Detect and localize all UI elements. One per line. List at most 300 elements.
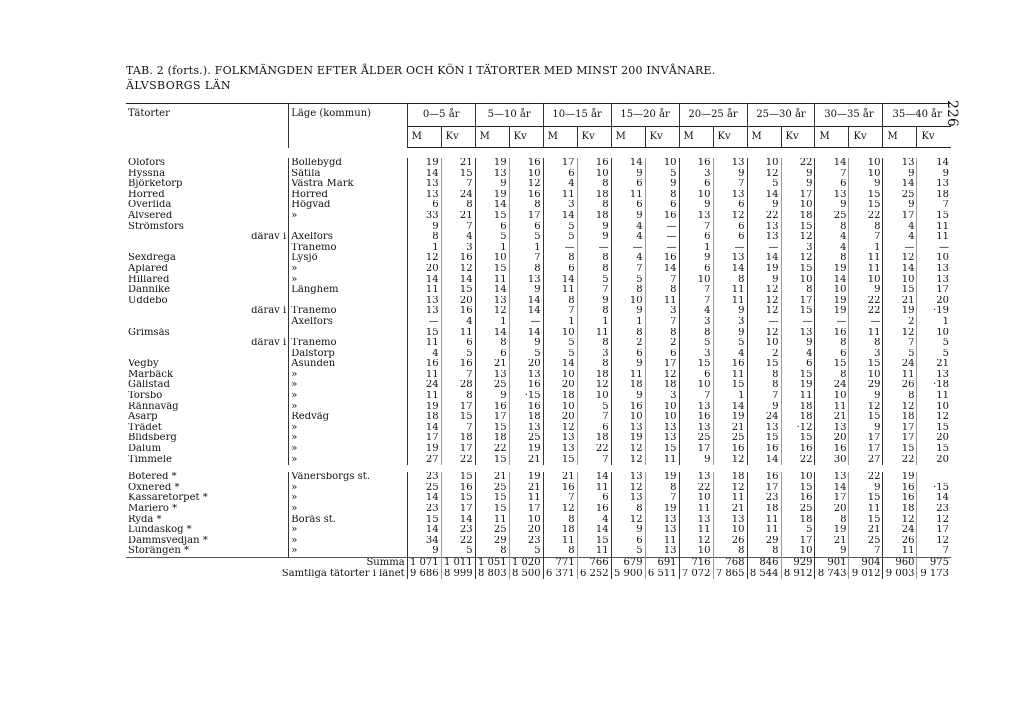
value-male: 21	[475, 359, 509, 370]
value-male: 10	[883, 275, 917, 286]
value-female: 11	[713, 370, 747, 381]
value-female: 5	[577, 402, 611, 413]
value-female: 8	[849, 222, 883, 233]
sum-value: 904	[849, 557, 883, 568]
value-female: 19	[713, 412, 747, 423]
value-male: 27	[407, 455, 441, 466]
value-female: 21	[509, 455, 543, 466]
value-female: 22	[441, 536, 475, 547]
value-male: 8	[475, 546, 509, 557]
value-male: 9	[611, 359, 645, 370]
value-male: 6	[611, 200, 645, 211]
value-male: 16	[747, 444, 781, 455]
location: »	[289, 402, 407, 413]
table-row	[126, 525, 951, 536]
value-female: 10	[781, 472, 815, 483]
value-male: 6	[815, 349, 849, 360]
value-female: 12	[781, 232, 815, 243]
value-female: 6	[509, 222, 543, 233]
table-row	[126, 455, 951, 466]
value-female: 5	[917, 349, 951, 360]
value-male: 4	[611, 253, 645, 264]
total-value: 6 371	[543, 569, 577, 580]
value-male: 8	[815, 515, 849, 526]
header-female: Kv	[917, 127, 951, 148]
value-female: 8	[509, 200, 543, 211]
total-value: 9 012	[849, 569, 883, 580]
value-female: 21	[441, 158, 475, 169]
total-value: 8 500	[509, 569, 543, 580]
value-male: 10	[679, 493, 713, 504]
value-male: 6	[611, 536, 645, 547]
value-male: 12	[747, 306, 781, 317]
place-name: Hyssna	[128, 168, 166, 179]
value-female: ·19	[917, 306, 951, 317]
value-male: 10	[815, 391, 849, 402]
value-male: 7	[679, 391, 713, 402]
place-name: Aplared	[128, 263, 168, 274]
value-male: 16	[815, 328, 849, 339]
value-male: 9	[475, 179, 509, 190]
header-age-5-10: 5—10 år	[475, 104, 543, 127]
value-female	[917, 472, 951, 483]
value-male: 17	[747, 483, 781, 494]
value-male: 14	[475, 328, 509, 339]
total-value: 8 544	[747, 569, 781, 580]
value-female: 10	[849, 370, 883, 381]
value-female: 14	[441, 515, 475, 526]
value-female: 15	[849, 412, 883, 423]
value-male: 10	[543, 402, 577, 413]
value-female: 12	[917, 412, 951, 423]
value-female: 14	[713, 402, 747, 413]
value-female: 13	[917, 275, 951, 286]
value-male: 29	[475, 536, 509, 547]
value-female: 9	[849, 179, 883, 190]
spacer-row	[126, 148, 951, 159]
place-name: Strömsfors	[128, 221, 184, 232]
value-female: 9	[577, 232, 611, 243]
value-female: 10	[713, 525, 747, 536]
value-male: 19	[475, 158, 509, 169]
table-row	[126, 444, 951, 455]
place-name: därav i	[251, 232, 287, 243]
value-female: 12	[917, 536, 951, 547]
value-female: 12	[781, 253, 815, 264]
value-female: 18	[781, 412, 815, 423]
value-male: 18	[883, 504, 917, 515]
value-female: 10	[849, 169, 883, 180]
table-row	[126, 296, 951, 307]
header-male: M	[747, 127, 781, 148]
value-male: 12	[747, 169, 781, 180]
place-name: Öxnered *	[128, 482, 180, 493]
value-female: 23	[917, 504, 951, 515]
value-female: 18	[577, 370, 611, 381]
value-male: 14	[407, 423, 441, 434]
value-male: 11	[407, 391, 441, 402]
value-female: 9	[781, 338, 815, 349]
value-female: ·18	[917, 380, 951, 391]
value-male: 12	[747, 328, 781, 339]
value-male: 22	[747, 211, 781, 222]
value-male: 9	[407, 546, 441, 557]
header-female: Kv	[713, 127, 747, 148]
value-male: 12	[611, 444, 645, 455]
value-female: 17	[441, 504, 475, 515]
value-female: 7	[849, 232, 883, 243]
value-female: 17	[849, 444, 883, 455]
value-female: 20	[509, 525, 543, 536]
value-male: 9	[679, 200, 713, 211]
value-male: 13	[543, 433, 577, 444]
value-male: 11	[407, 285, 441, 296]
value-male: 13	[679, 423, 713, 434]
value-male: 8	[883, 391, 917, 402]
value-male: 19	[815, 264, 849, 275]
total-value: 5 900	[611, 569, 645, 580]
value-female: 18	[441, 433, 475, 444]
value-male: 12	[883, 328, 917, 339]
value-male: 20	[543, 412, 577, 423]
table-row	[126, 483, 951, 494]
total-value: 9 686	[407, 569, 441, 580]
value-female: 27	[849, 455, 883, 466]
value-female: 11	[577, 483, 611, 494]
value-male: 5	[611, 275, 645, 286]
value-female: 14	[509, 306, 543, 317]
value-female: 14	[645, 264, 679, 275]
header-age-20-25: 20—25 år	[679, 104, 747, 127]
value-male: 7	[679, 285, 713, 296]
value-male: 14	[815, 275, 849, 286]
value-male: 10	[611, 296, 645, 307]
value-female: 13	[645, 433, 679, 444]
value-female: 8	[509, 264, 543, 275]
header-male: M	[407, 127, 441, 148]
value-female: 17	[509, 211, 543, 222]
sum-value: 1 051	[475, 557, 509, 568]
value-female: 7	[509, 253, 543, 264]
total-value: 8 743	[815, 569, 849, 580]
value-male: 8	[611, 504, 645, 515]
table-row	[126, 222, 951, 233]
value-female: 5	[509, 349, 543, 360]
table-row	[126, 349, 951, 360]
value-male: 15	[747, 433, 781, 444]
value-male: 12	[543, 423, 577, 434]
value-female: 12	[713, 483, 747, 494]
value-female: 8	[781, 285, 815, 296]
value-male: 11	[475, 515, 509, 526]
value-female: 14	[509, 296, 543, 307]
value-male: 22	[679, 483, 713, 494]
table-row	[126, 423, 951, 434]
value-male: 13	[815, 423, 849, 434]
value-female: 14	[441, 275, 475, 286]
value-male: 12	[883, 515, 917, 526]
header-female: Kv	[849, 127, 883, 148]
value-male: —	[815, 317, 849, 328]
value-male: 11	[747, 525, 781, 536]
location: »	[289, 211, 407, 222]
value-male: 4	[611, 232, 645, 243]
value-male: —	[747, 243, 781, 254]
value-male: 14	[475, 285, 509, 296]
value-female: 4	[441, 317, 475, 328]
value-female: 15	[441, 169, 475, 180]
value-male: 16	[475, 402, 509, 413]
location: »	[289, 444, 407, 455]
value-female: 19	[645, 504, 679, 515]
location: Bollebygd	[289, 158, 407, 169]
value-male: 17	[883, 211, 917, 222]
value-female: 22	[577, 444, 611, 455]
value-male: 5	[543, 232, 577, 243]
value-male: 23	[407, 504, 441, 515]
value-female: 15	[441, 472, 475, 483]
value-female: 5	[713, 338, 747, 349]
value-female: —	[713, 243, 747, 254]
sum-value: 1 020	[509, 557, 543, 568]
value-male: 4	[679, 306, 713, 317]
table-row	[126, 391, 951, 402]
location: Åsunden	[289, 359, 407, 370]
value-female: 17	[917, 285, 951, 296]
value-female: 1	[509, 243, 543, 254]
value-female: 13	[713, 190, 747, 201]
total-value: 8 912	[781, 569, 815, 580]
value-female: —	[645, 222, 679, 233]
value-female: —	[577, 243, 611, 254]
value-female: 7	[577, 455, 611, 466]
value-male: 6	[543, 169, 577, 180]
location: »	[289, 493, 407, 504]
value-male: 5	[679, 338, 713, 349]
place-name: Timmele	[128, 454, 172, 465]
value-male: 14	[747, 253, 781, 264]
value-female: 19	[645, 472, 679, 483]
value-male: 11	[883, 370, 917, 381]
value-female: 17	[441, 402, 475, 413]
value-male: 12	[407, 253, 441, 264]
value-female: 15	[917, 211, 951, 222]
location: Vänersborgs st.	[289, 472, 407, 483]
value-male: 6	[679, 179, 713, 190]
value-male: 7	[679, 296, 713, 307]
value-female: 8	[441, 200, 475, 211]
value-male: 11	[883, 546, 917, 557]
value-female: 4	[713, 349, 747, 360]
value-female: 11	[713, 285, 747, 296]
table-body	[126, 148, 951, 580]
value-female: 18	[781, 515, 815, 526]
total-value: 8 803	[475, 569, 509, 580]
value-female: 19	[509, 444, 543, 455]
value-female: 23	[441, 525, 475, 536]
sum-label: Summa	[126, 557, 407, 568]
value-female: 6	[713, 222, 747, 233]
value-female: 26	[713, 536, 747, 547]
value-female: 12	[713, 455, 747, 466]
value-male: 3	[543, 200, 577, 211]
location: »	[289, 504, 407, 515]
value-male: 15	[883, 285, 917, 296]
value-male: —	[747, 317, 781, 328]
value-female: 1	[917, 317, 951, 328]
value-male: 14	[747, 190, 781, 201]
value-female: 22	[849, 296, 883, 307]
table-row	[126, 370, 951, 381]
sum-value: 1 011	[441, 557, 475, 568]
value-female: 11	[917, 232, 951, 243]
value-female: 8	[645, 285, 679, 296]
value-male: 14	[543, 359, 577, 370]
header-age-30-35: 30—35 år	[815, 104, 883, 127]
value-female: 9	[849, 483, 883, 494]
value-male: —	[407, 317, 441, 328]
table-row	[126, 433, 951, 444]
value-male: 14	[407, 169, 441, 180]
value-female: 7	[645, 275, 679, 286]
value-male: 21	[815, 412, 849, 423]
table-row	[126, 232, 951, 243]
value-male: 16	[815, 444, 849, 455]
value-male: 4	[611, 222, 645, 233]
place-name: Horred	[128, 189, 165, 200]
place-name: Botered *	[128, 472, 177, 483]
value-female: 21	[509, 483, 543, 494]
location: »	[289, 423, 407, 434]
total-value: 7 072	[679, 569, 713, 580]
place-name: Trädet	[128, 422, 162, 433]
value-female: 14	[509, 328, 543, 339]
value-female: 12	[917, 515, 951, 526]
value-female: 1	[713, 391, 747, 402]
value-female: 6	[713, 200, 747, 211]
value-male: 6	[407, 200, 441, 211]
value-female: 11	[577, 328, 611, 339]
value-female: 13	[713, 253, 747, 264]
value-female: 9	[781, 169, 815, 180]
total-label: Samtliga tätorter i länet	[281, 568, 405, 579]
value-male: 17	[475, 412, 509, 423]
value-male: 13	[543, 444, 577, 455]
value-female: 11	[849, 328, 883, 339]
value-male: 9	[611, 211, 645, 222]
value-male: 9	[747, 275, 781, 286]
value-male: 9	[815, 546, 849, 557]
value-female: 7	[713, 179, 747, 190]
value-male: 10	[611, 412, 645, 423]
value-female: 19	[781, 380, 815, 391]
value-female: 6	[781, 359, 815, 370]
value-male: 25	[883, 190, 917, 201]
value-male: 22	[475, 444, 509, 455]
total-row	[126, 569, 951, 580]
value-male: 17	[407, 433, 441, 444]
place-name: Åsarp	[128, 412, 158, 423]
value-male: 13	[475, 296, 509, 307]
value-female: 22	[441, 455, 475, 466]
value-female: 22	[849, 211, 883, 222]
value-male: 30	[815, 455, 849, 466]
table-row	[126, 504, 951, 515]
sum-value: 766	[577, 557, 611, 568]
value-male: 14	[407, 525, 441, 536]
value-male: 25	[475, 380, 509, 391]
value-female: 6	[713, 232, 747, 243]
table-row	[126, 402, 951, 413]
value-female: 7	[441, 222, 475, 233]
value-female: 21	[713, 504, 747, 515]
value-female: 11	[849, 264, 883, 275]
header-female: Kv	[577, 127, 611, 148]
total-value: 9 003	[883, 569, 917, 580]
value-male: 5	[883, 349, 917, 360]
value-male: 15	[407, 515, 441, 526]
value-female: 18	[577, 211, 611, 222]
value-male: 11	[475, 275, 509, 286]
place-name: Ryda *	[128, 514, 162, 525]
value-female: 10	[509, 515, 543, 526]
place-name: Storängen *	[128, 546, 190, 557]
value-female: 7	[577, 285, 611, 296]
table-row	[126, 338, 951, 349]
value-male: 8	[747, 546, 781, 557]
value-female: 25	[849, 536, 883, 547]
value-female: 23	[509, 536, 543, 547]
location: Borås st.	[289, 515, 407, 526]
header-female: Kv	[509, 127, 543, 148]
value-male: 15	[475, 423, 509, 434]
value-male: 9	[407, 222, 441, 233]
value-female: 9	[849, 285, 883, 296]
value-female: 13	[645, 546, 679, 557]
location: »	[289, 455, 407, 466]
value-female: 15	[849, 493, 883, 504]
value-female: 10	[917, 253, 951, 264]
location: »	[289, 546, 407, 557]
value-male: 11	[543, 536, 577, 547]
total-value: 8 999	[441, 569, 475, 580]
sum-value: 1 071	[407, 557, 441, 568]
value-female: 9	[781, 179, 815, 190]
value-female: 6	[577, 493, 611, 504]
value-male: 21	[883, 296, 917, 307]
value-male: 18	[543, 525, 577, 536]
value-male: 8	[475, 338, 509, 349]
value-female: 12	[509, 179, 543, 190]
value-male: 9	[611, 169, 645, 180]
value-male: 19	[815, 296, 849, 307]
value-male: 23	[407, 472, 441, 483]
value-female: 22	[849, 472, 883, 483]
value-male: 7	[679, 222, 713, 233]
value-female: 11	[441, 328, 475, 339]
table-row	[126, 243, 951, 254]
value-female: 8	[577, 253, 611, 264]
value-male: 15	[883, 444, 917, 455]
value-female: 15	[781, 222, 815, 233]
value-male: 2	[611, 338, 645, 349]
location: »	[289, 433, 407, 444]
value-male: 11	[543, 285, 577, 296]
value-female: 7	[441, 370, 475, 381]
place-name: Dalum	[128, 444, 162, 455]
location: Högvad	[289, 200, 407, 211]
place-name: Marbäck	[128, 369, 174, 380]
